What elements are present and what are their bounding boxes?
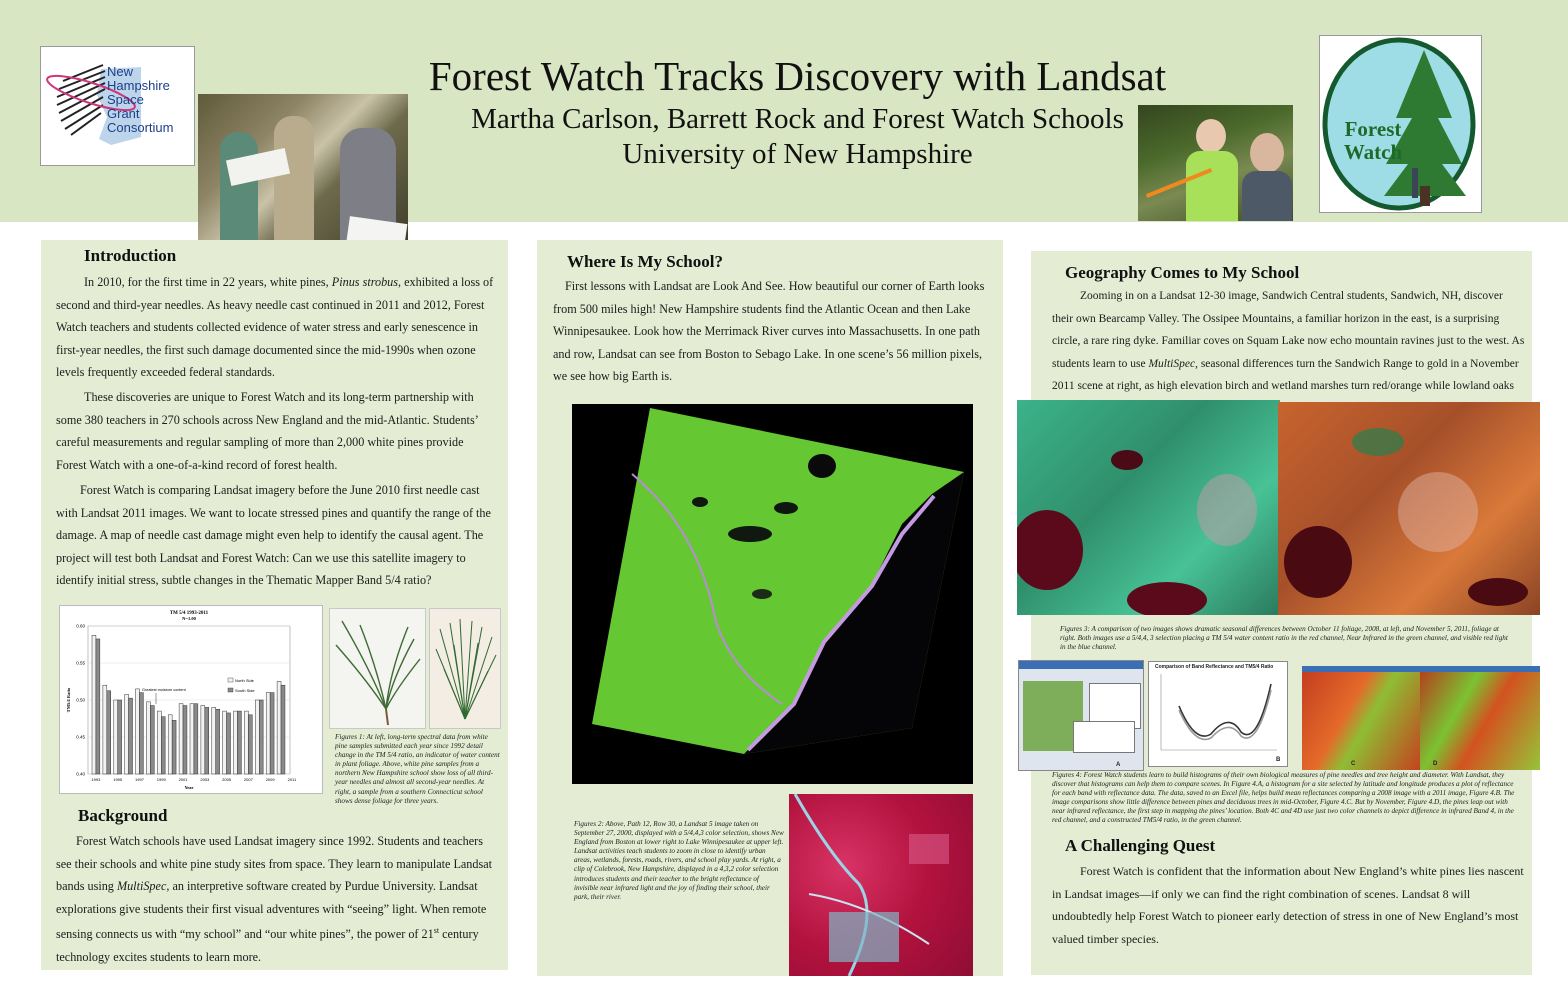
figure-4c-image (1302, 666, 1420, 770)
figure-4d-image (1420, 666, 1540, 770)
x-tick-label: 2007 (243, 777, 253, 782)
y-axis-label: TM5/4 Ratio (66, 687, 71, 713)
legend-label: South Side (235, 688, 255, 693)
figure-4a-software-screenshot (1018, 660, 1144, 771)
geography-text: Zooming in on a Landsat 12-30 image, Sandwich Central students, Sandwich, NH, discover their own Bearcamp Valley. The Ossipee Mountains, a familiar horizon in the east, is a surprising circle, a rare ring dyke. Familiar coves on Squam Lake now echo mountain ravines just to the west. As students learn to use (1052, 290, 1525, 370)
background-text: Forest Watch schools have used Landsat imagery since 1992. Students and teachers see their schools and white pine study sites from space. They learn to manipulate Landsat bands using (56, 834, 493, 894)
bar-north (244, 711, 248, 774)
bar-south (237, 711, 241, 774)
bar-south (161, 717, 165, 774)
bar-north (157, 711, 161, 774)
chart-annotation: Greatest moisture content (142, 688, 186, 692)
background-heading: Background (78, 806, 168, 825)
bar-north (103, 685, 107, 774)
poster-affiliation: University of New Hampshire (622, 138, 973, 170)
background-text: an interpretive software created by Purdue University. Landsat explorations give students their first visual adventures with “seeing” light. When remote sensing connects us with “my school” and “our white pines”, the power of 21 (56, 879, 487, 942)
bar-north (201, 706, 205, 774)
species-name: Pinus strobus (331, 275, 399, 289)
nhsgc-logo (40, 46, 195, 166)
bar-north (114, 700, 118, 774)
students-photo-right (1138, 105, 1293, 221)
bar-south (259, 700, 263, 774)
intro-text: In 2010, for the first time in 22 years, white pines, (84, 275, 332, 289)
nhsgc-line: Consortium (107, 120, 174, 135)
bar-south (183, 706, 187, 774)
figure-4b-curves (1149, 662, 1287, 766)
colebrook-infrared-graphic (789, 794, 973, 976)
bar-north (190, 704, 194, 774)
bar-south (281, 685, 285, 774)
figure-4-letter-c: C (1351, 761, 1356, 767)
introduction-paragraph-2: These discoveries are unique to Forest Watch and its long-term partnership with some 380 teachers in 270 schools across New England and the mid-Atlantic. Students’ careful measurements and regular sampling of more than 2,000 white pines provide Forest Watch with a one-of-a-kind record of forest health. (56, 390, 478, 472)
figure-4b-title: Comparison of Band Reflectance and TM5/4 Ratio (1155, 664, 1274, 670)
figure-2-caption: Figures 2: Above, Path 12, Row 30, a Landsat 5 image taken on September 27, 2000, displayed with a 5/4,4,3 color selection, shows New England from Boston at lower right to Lake Winnipesaukee at upper left. Landsat activities teach students to zoom in close to identify urban areas, wetlands, forests, roads, rivers, and school play yards. At right, a clip of Colebrook, New Hampshire, displayed in a 4,3,2 color selection introduces students and their teacher to the bright reflectance of invisible near infrared light and the joy of finding their school, their park, their river. (574, 820, 784, 901)
bar-south (139, 693, 143, 774)
nhsgc-logo-text (107, 65, 173, 135)
y-tick-label: 0.45 (76, 734, 85, 740)
bar-north (277, 682, 281, 775)
x-tick-label: 1999 (156, 777, 166, 782)
y-tick-label: 0.60 (76, 623, 85, 629)
where-is-my-school-heading: Where Is My School? (567, 252, 723, 271)
pine-needles-sparse (330, 609, 425, 728)
needle-sample-photo-nh (329, 608, 426, 729)
x-tick-label: 1995 (113, 777, 123, 782)
bar-north (146, 702, 150, 774)
october-2008-scene (1017, 400, 1280, 615)
bar-north (168, 715, 172, 774)
x-tick-label: 2011 (287, 777, 297, 782)
where-is-my-school-paragraph: First lessons with Landsat are Look And See. How beautiful our corner of Earth looks from 500 miles high! New Hampshire students find the Atlantic Ocean and then Lake Winnipesaukee. Look how the Merrimack River curves into Massachusetts. In one path and row, Landsat can see from Boston to Sebago Lake. In one scene’s 56 million pixels, we see how big Earth is. (553, 279, 985, 384)
x-tick-label: 1993 (91, 777, 101, 782)
bar-north (125, 694, 129, 774)
introduction-paragraph-3: Forest Watch is comparing Landsat imagery before the June 2010 first needle cast with Landsat 2011 images. We want to locate stressed pines and quantify the range of the damage. A map of needle cast damage might even help to identify the causal agent. The project will test both Landsat and Forest Watch: Can we use this satellite imagery to identify initial stress, subtle changes in the Thematic Mapper Band 5/4 ratio? (56, 483, 491, 588)
bar-south (227, 713, 231, 774)
bar-south (150, 706, 154, 774)
bar-north (255, 700, 259, 774)
poster-authors: Martha Carlson, Barrett Rock and Forest Watch Schools (471, 103, 1124, 135)
bar-north (266, 693, 270, 774)
bar-south (194, 704, 198, 774)
figure-1-caption: Figures 1: At left, long-term spectral data from white pine samples submitted each year since 1992 detail change in the TM 5/4 ratio, an indicator of water content in plant foliage. Above, white pine samples from a northern New Hampshire school show loss of all third-year needles and almost all second-year needles. At right, a sample from a southern Connecticut school shows dense foliage for three years. (335, 733, 500, 805)
software-name: MultiSpec (1148, 357, 1196, 370)
x-tick-label: 1997 (135, 777, 144, 782)
figure-3-caption: Figures 3: A comparison of two images shows dramatic seasonal differences between October 11 foliage, 2008, at left, and November 5, 2011, foliage at right. Both images use a 5/4,4, 3 selection placing a TM 5/4 water content ratio in the red channel, Near Infrared in the green channel, and visible red light in the blue channel. (1060, 625, 1508, 652)
background-text: century technology excites students to learn more. (56, 927, 479, 965)
figure-4b-reflectance-chart (1148, 661, 1288, 767)
bar-south (118, 700, 122, 774)
x-tick-label: 2005 (222, 777, 232, 782)
landsat-scene-graphic (572, 404, 973, 784)
nhsgc-line: Hampshire (107, 78, 170, 93)
poster-title: Forest Watch Tracks Discovery with Landsat (428, 53, 1167, 99)
chart-subtitle: N=1.00 (182, 616, 196, 621)
bar-south (129, 698, 133, 774)
figure-4-letter-b: B (1276, 757, 1281, 763)
geography-text: , seasonal differences turn the Sandwich Range to gold in a November 2011 scene at right, as high elevation birch and wetland marshes turn red/orange while lowland oaks (1052, 357, 1519, 393)
background-paragraph (56, 830, 494, 969)
legend-label: North Side (235, 678, 254, 683)
landsat-scene-image (572, 404, 973, 784)
fw-line: Forest (1344, 117, 1402, 141)
figure-1-chart (59, 605, 323, 794)
bar-south (96, 639, 100, 774)
introduction-paragraph-1 (56, 271, 494, 384)
intro-text: , exhibited a loss of second and third-year needles. As heavy needle cast continued in 2011 and 2012, Forest Watch teachers and students collected evidence of water stress and early senescence in first-year needles, the first such damage documented since the mid-1990s when ozone levels frequently exceeded federal standards. (56, 275, 494, 380)
x-tick-label: 2009 (265, 777, 275, 782)
challenging-quest-paragraph: Forest Watch is confident that the information about New England’s white pines lies nascent in Landsat images—if only we can find the right combination of scenes. Landsat 8 will undoubtedly help Forest Watch to pioneer early detection of stress in one of New England’s most valued timber species. (1052, 864, 1524, 946)
x-tick-label: 2003 (200, 777, 210, 782)
bar-north (212, 707, 216, 774)
bar-north (223, 711, 227, 774)
legend-swatch (228, 688, 233, 692)
chart-title: TM 5/4 1993-2011 (169, 611, 209, 616)
needle-sample-photo-ct (429, 608, 501, 729)
bar-north (179, 704, 183, 774)
y-tick-label: 0.55 (76, 660, 85, 666)
challenging-quest-heading: A Challenging Quest (1065, 836, 1216, 855)
bar-south (107, 691, 111, 774)
y-tick-label: 0.40 (76, 771, 85, 777)
pine-needles-dense (430, 609, 500, 728)
x-axis-label: Year (184, 785, 194, 790)
superscript: st (433, 926, 440, 936)
legend-swatch (228, 678, 233, 682)
nhsgc-line: Grant (107, 106, 140, 121)
figure-4-letter-d: D (1433, 761, 1438, 767)
bar-north (136, 689, 140, 774)
november-scene-graphic (1278, 402, 1540, 615)
bar-south (216, 709, 220, 774)
tm-ratio-bar-chart (60, 606, 322, 793)
forest-watch-logo (1319, 35, 1482, 213)
figure-4-caption: Figures 4: Forest Watch students learn to build histograms of their own biological measures of pine needles and tree height and diameter. With Landsat, they discover that histograms can help them to compare scenes. In Figure 4.A, a histogram for a site selected by latitude and longitude produces a plot of reflectance for each band with reflectance data. The data, saved to an Excel file, helps build mean reflectances comparing a 2008 image with a 2011 image, Figure 4.B. The image comparisons show little difference between pines and deciduous trees in mid-October, Figure 4.C. But by November, Figure 4.D, the pines leap out with near infrared reflectance, the first step in mapping the pines’ location. Both 4C and 4D use just two color channels to depict difference in infrared Band 4, in the red channel, and a constructed TM5/4 ratio, in the green channel. (1052, 771, 1515, 825)
figure-4-letter-a: A (1116, 762, 1121, 768)
november-2011-scene (1278, 402, 1540, 615)
nhsgc-line: Space (107, 92, 144, 107)
introduction-heading: Introduction (84, 246, 177, 265)
bar-north (234, 711, 238, 774)
forest-watch-logo-text (1328, 118, 1418, 164)
bar-north (92, 635, 96, 774)
software-name: MultiSpec, (116, 879, 170, 894)
bar-south (172, 720, 176, 774)
x-tick-label: 2001 (178, 777, 188, 782)
y-tick-label: 0.50 (76, 697, 85, 703)
bar-south (270, 693, 274, 774)
bar-south (248, 715, 252, 774)
nhsgc-line: New (107, 64, 134, 79)
october-scene-graphic (1017, 400, 1280, 615)
colebrook-infrared-image (789, 794, 973, 976)
fw-line: Watch (1343, 140, 1403, 164)
geography-heading: Geography Comes to My School (1065, 263, 1300, 282)
bar-south (205, 707, 209, 774)
